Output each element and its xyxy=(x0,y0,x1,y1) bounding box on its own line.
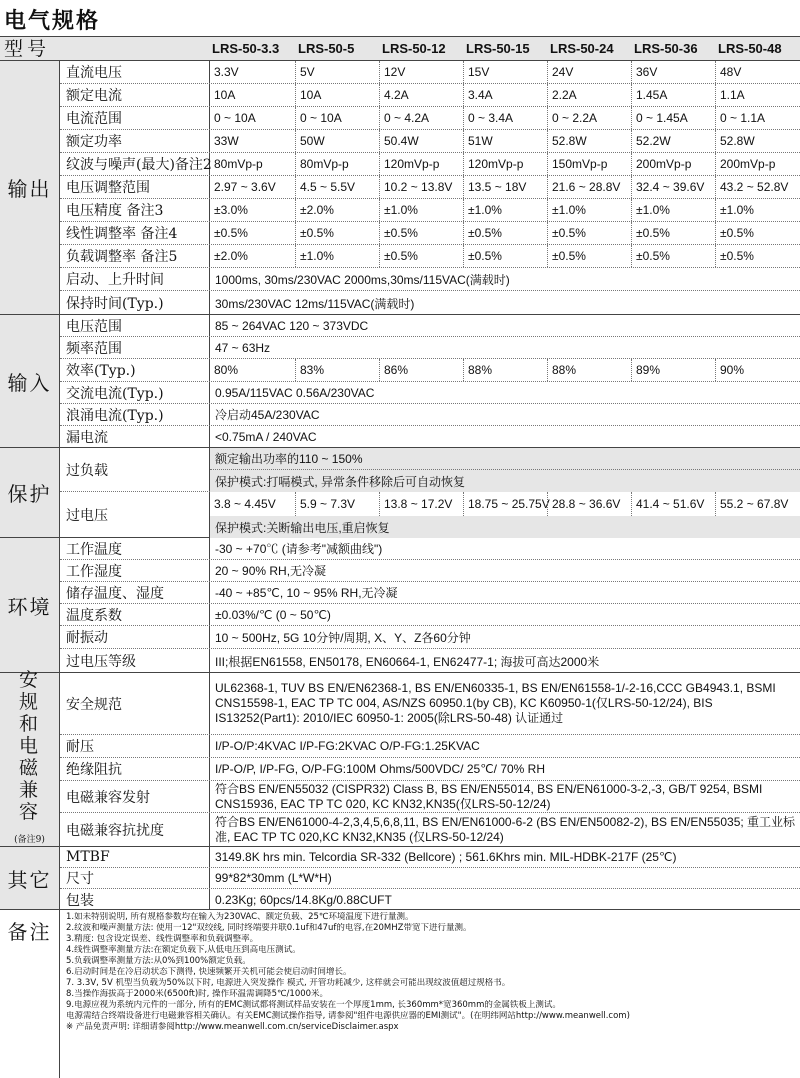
spec-row xyxy=(60,404,800,426)
spec-value-cell: 33W xyxy=(214,134,239,148)
note-line: 5.负载调整率测量方法:从0%到100%额定负载。 xyxy=(66,956,251,966)
input-section-title: 输入 xyxy=(0,315,60,447)
note-line: ※ 产品免责声明: 详细请参阅http://www.meanwell.com.cn/serviceDisclaimer.aspx xyxy=(66,1022,399,1032)
protection-section xyxy=(0,448,800,538)
spec-row xyxy=(60,337,800,359)
spec-value-span: ±0.03%/℃ (0 ~ 50℃) xyxy=(215,607,331,622)
spec-value-cell: 10A xyxy=(295,84,379,106)
spec-row-label: 工作湿度 xyxy=(60,560,210,581)
input-section xyxy=(0,315,800,448)
spec-row-label: 过电压等级 xyxy=(60,649,210,673)
spec-row xyxy=(60,107,800,130)
spec-value-cell: ±0.5% xyxy=(715,222,800,244)
overvoltage-label: 过电压 xyxy=(60,492,210,538)
spec-value-cell: 0 ~ 4.2A xyxy=(379,107,463,129)
spec-value-cell: 10A xyxy=(214,88,236,102)
model-col: LRS-50-48 xyxy=(718,41,782,56)
spec-row xyxy=(60,130,800,153)
note-line: 2.纹波和噪声测量方法: 使用一12"双绞线, 同时终端要并联0.1uf和47uf的电容,在20MHZ带宽下进行量测。 xyxy=(66,923,472,933)
spec-row-label: 效率(Typ.) xyxy=(60,359,210,381)
spec-row-label: 储存温度、湿度 xyxy=(60,582,210,603)
spec-row-label: 纹波与噪声(最大)备注2 xyxy=(60,153,210,175)
spec-value-cell: 15V xyxy=(463,61,547,83)
environment-section xyxy=(0,538,800,673)
spec-value-cell: 120mVp-p xyxy=(463,153,547,175)
note-line: 4.线性调整率测量方法:在额定负载下,从低电压到高电压测试。 xyxy=(66,945,301,955)
spec-value-cell: 50W xyxy=(295,130,379,152)
note-line: 1.如未特别说明, 所有规格参数均在输入为230VAC、额定负载、25℃环境温度下进行量测。 xyxy=(66,912,414,922)
spec-value-cell: 24V xyxy=(547,61,631,83)
spec-value-cell: 4.2A xyxy=(379,84,463,106)
environment-section-title: 环境 xyxy=(0,538,60,672)
safety-section-title-text: 安规和电磁兼容 xyxy=(18,668,40,823)
spec-row-label: 交流电流(Typ.) xyxy=(60,382,210,403)
spec-value-span: 30ms/230VAC 12ms/115VAC(满载时) xyxy=(215,296,415,311)
spec-value-span: -30 ~ +70℃ (请参考"减额曲线") xyxy=(215,542,383,556)
spec-value-cell: ±0.5% xyxy=(715,245,800,267)
spec-row-label: 额定功率 xyxy=(60,130,210,152)
spec-row xyxy=(60,582,800,604)
page-title: 电气规格 xyxy=(4,8,101,34)
spec-row xyxy=(60,758,800,781)
notes-section-title: 备注 xyxy=(0,910,60,1078)
spec-row xyxy=(60,315,800,337)
spec-value-span: 99*82*30mm (L*W*H) xyxy=(215,871,332,885)
spec-value-cell: 89% xyxy=(631,359,715,381)
spec-row xyxy=(60,626,800,649)
overvoltage-value-cell: 55.2 ~ 67.8V xyxy=(715,492,800,516)
spec-value-span: 1000ms, 30ms/230VAC 2000ms,30ms/115VAC(满载时) xyxy=(215,272,510,287)
overvoltage-value-cell: 3.8 ~ 4.45V xyxy=(214,497,276,511)
notes-list xyxy=(60,912,800,1033)
spec-value-cell: ±1.0% xyxy=(295,245,379,267)
overload-row xyxy=(60,448,800,492)
model-col: LRS-50-36 xyxy=(634,41,698,56)
spec-value-cell: 48V xyxy=(715,61,800,83)
others-section-title: 其它 xyxy=(0,847,60,909)
spec-value-cell: 0 ~ 1.45A xyxy=(631,107,715,129)
note-line: 8.当操作海拔高于2000米(6500ft)时, 操作环温需调降5℃/1000米。 xyxy=(66,989,329,999)
spec-value-span: I/P-O/P, I/P-FG, O/P-FG:100M Ohms/500VDC/ 25℃/ 70% RH xyxy=(215,762,546,776)
spec-value-span: 符合BS EN/EN61000-4-2,3,4,5,6,8,11, BS EN/EN61000-6-2 (BS EN/EN50082-2), BS EN/EN55035; 重工业标准, EAC TP TC 020,KC KN32,KN35 (仅LRS-50-12/24) xyxy=(215,815,796,844)
spec-row xyxy=(60,538,800,560)
spec-value-cell: 120mVp-p xyxy=(379,153,463,175)
spec-value-span: -40 ~ +85℃, 10 ~ 95% RH,无冷凝 xyxy=(215,586,398,600)
spec-row-label: 耐振动 xyxy=(60,626,210,648)
model-col: LRS-50-5 xyxy=(298,41,355,56)
spec-value-cell: 150mVp-p xyxy=(547,153,631,175)
spec-value-cell: 0 ~ 2.2A xyxy=(547,107,631,129)
spec-row-label: 负载调整率 备注5 xyxy=(60,245,210,267)
overvoltage-value-cell: 41.4 ~ 51.6V xyxy=(631,492,715,516)
overvoltage-mode: 保护模式:关断输出电压,重启恢复 xyxy=(210,516,800,538)
protection-section-title: 保护 xyxy=(0,448,60,537)
spec-row xyxy=(60,176,800,199)
spec-row xyxy=(60,649,800,673)
spec-value-cell: ±0.5% xyxy=(547,222,631,244)
overvoltage-values xyxy=(210,492,800,517)
spec-row-label: 电流范围 xyxy=(60,107,210,129)
spec-row xyxy=(60,153,800,176)
spec-value-cell: 200mVp-p xyxy=(715,153,800,175)
model-col: LRS-50-15 xyxy=(466,41,530,56)
spec-value-span: 47 ~ 63Hz xyxy=(215,340,271,355)
spec-value-cell: 10.2 ~ 13.8V xyxy=(379,176,463,198)
note-line: 7. 3.3V, 5V 机型当负载为50%以下时, 电源进入突发操作 模式, 开管功耗减少, 这样就会可能出现纹波值超过规格书。 xyxy=(66,978,511,988)
spec-value-span: <0.75mA / 240VAC xyxy=(215,430,317,444)
spec-value-cell: 3.3V xyxy=(214,65,239,79)
safety-section-title xyxy=(0,668,60,846)
spec-value-cell: 80mVp-p xyxy=(295,153,379,175)
spec-value-cell: ±1.0% xyxy=(631,199,715,221)
spec-row-label: 尺寸 xyxy=(60,868,210,888)
note-line: 3.精度: 包含设定误差、线性调整率和负载调整率。 xyxy=(66,934,259,944)
spec-value-cell: 21.6 ~ 28.8V xyxy=(547,176,631,198)
spec-row-label: 绝缘阻抗 xyxy=(60,758,210,780)
spec-value-span: 3149.8K hrs min. Telcordia SR-332 (Bellcore) ; 561.6Khrs min. MIL-HDBK-217F (25℃) xyxy=(215,850,677,864)
spec-row xyxy=(60,268,800,291)
safety-section-note: (备注9) xyxy=(14,834,45,845)
spec-value-cell: ±2.0% xyxy=(214,249,248,263)
spec-row xyxy=(60,889,800,910)
spec-row xyxy=(60,199,800,222)
spec-row xyxy=(60,560,800,582)
spec-value-cell: ±3.0% xyxy=(214,203,248,217)
spec-row-label: 电压精度 备注3 xyxy=(60,199,210,221)
output-section-title: 输出 xyxy=(0,61,60,314)
spec-value-cell: 88% xyxy=(463,359,547,381)
overload-mode: 保护模式:打嗝模式, 异常条件移除后可自动恢复 xyxy=(210,470,800,492)
spec-row xyxy=(60,426,800,448)
spec-value-cell: 0 ~ 10A xyxy=(295,107,379,129)
spec-value-cell: ±0.5% xyxy=(631,222,715,244)
spec-value-cell: ±0.5% xyxy=(631,245,715,267)
spec-value-cell: 0 ~ 3.4A xyxy=(463,107,547,129)
spec-value-cell: 13.5 ~ 18V xyxy=(463,176,547,198)
model-col: LRS-50-24 xyxy=(550,41,614,56)
spec-row-label: 电压调整范围 xyxy=(60,176,210,198)
spec-row-label: 耐压 xyxy=(60,735,210,757)
spec-value-cell: 5V xyxy=(295,61,379,83)
spec-value-cell: 88% xyxy=(547,359,631,381)
spec-row-label: 保持时间(Typ.) xyxy=(60,291,210,315)
spec-value-cell: ±1.0% xyxy=(379,199,463,221)
spec-row xyxy=(60,673,800,735)
spec-value-cell: 2.97 ~ 3.6V xyxy=(214,180,276,194)
spec-row-label: 频率范围 xyxy=(60,337,210,358)
spec-value-cell: 80mVp-p xyxy=(214,157,263,171)
note-line: 6.启动时间是在冷启动状态下测得, 快速频繁开关机可能会使启动时间增长。 xyxy=(66,967,352,977)
spec-row-label: 启动、上升时间 xyxy=(60,268,210,290)
spec-value-span: 符合BS EN/EN55032 (CISPR32) Class B, BS EN/EN55014, BS EN/EN61000-3-2,-3, GB/T 9254, BSMI CNS15936, EAC TP TC 020, KC KN32,KN35(仅LRS-50-12/24) xyxy=(215,781,763,811)
spec-row-label: 工作温度 xyxy=(60,538,210,559)
spec-row xyxy=(60,735,800,758)
spec-row xyxy=(60,359,800,382)
spec-value-cell: 0 ~ 1.1A xyxy=(715,107,800,129)
spec-value-cell: 4.5 ~ 5.5V xyxy=(295,176,379,198)
spec-value-cell: 1.1A xyxy=(715,84,800,106)
model-header-label: 型号 xyxy=(4,38,51,60)
spec-row-label: 包装 xyxy=(60,889,210,910)
spec-row xyxy=(60,781,800,813)
spec-value-cell: ±1.0% xyxy=(463,199,547,221)
spec-value-cell: 2.2A xyxy=(547,84,631,106)
spec-value-cell: 52.8W xyxy=(547,130,631,152)
note-line: 电源需结合终端设备进行电磁兼容相关确认。有关EMC测试操作指导, 请参阅"组件电源供应器的EMI测试"。(在明纬网站http://www.meanwell.com) xyxy=(66,1011,630,1021)
spec-row-label: 线性调整率 备注4 xyxy=(60,222,210,244)
spec-value-cell: 86% xyxy=(379,359,463,381)
spec-value-cell: 32.4 ~ 39.6V xyxy=(631,176,715,198)
spec-value-span: 85 ~ 264VAC 120 ~ 373VDC xyxy=(215,318,369,333)
spec-value-cell: ±0.5% xyxy=(463,245,547,267)
spec-value-span: 0.23Kg; 60pcs/14.8Kg/0.88CUFT xyxy=(215,892,392,907)
spec-value-cell: ±0.5% xyxy=(295,222,379,244)
spec-row-label: 安全规范 xyxy=(60,673,210,734)
spec-row-label: 温度系数 xyxy=(60,604,210,625)
spec-value-cell: ±0.5% xyxy=(547,245,631,267)
spec-value-span: 20 ~ 90% RH,无冷凝 xyxy=(215,564,327,578)
spec-value-span: III;根据EN61558, EN50178, EN60664-1, EN62477-1; 海拔可高达2000米 xyxy=(215,654,600,669)
spec-value-cell: 12V xyxy=(379,61,463,83)
spec-row xyxy=(60,84,800,107)
spec-value-span: 冷启动45A/230VAC xyxy=(215,408,320,422)
spec-value-cell: ±0.5% xyxy=(379,245,463,267)
spec-value-cell: 43.2 ~ 52.8V xyxy=(715,176,800,198)
spec-row xyxy=(60,604,800,626)
spec-value-cell: 36V xyxy=(631,61,715,83)
spec-row xyxy=(60,868,800,889)
spec-row-label: MTBF xyxy=(60,847,210,867)
spec-row-label: 额定电流 xyxy=(60,84,210,106)
model-col: LRS-50-12 xyxy=(382,41,446,56)
spec-row-label: 漏电流 xyxy=(60,426,210,448)
spec-value-cell: 1.45A xyxy=(631,84,715,106)
spec-value-cell: 50.4W xyxy=(379,130,463,152)
overload-range: 额定输出功率的110 ~ 150% xyxy=(210,448,800,470)
others-section xyxy=(0,847,800,910)
spec-value-cell: ±1.0% xyxy=(715,199,800,221)
overvoltage-value-cell: 13.8 ~ 17.2V xyxy=(379,492,463,516)
spec-row-label: 浪涌电流(Typ.) xyxy=(60,404,210,425)
overvoltage-value-cell: 18.75 ~ 25.75V xyxy=(463,492,547,516)
spec-value-cell: 0 ~ 10A xyxy=(214,111,256,125)
spec-value-cell: ±0.5% xyxy=(214,226,248,240)
spec-row xyxy=(60,61,800,84)
spec-row-label: 电压范围 xyxy=(60,315,210,336)
output-section xyxy=(0,61,800,315)
spec-value-span: 0.95A/115VAC 0.56A/230VAC xyxy=(215,385,375,400)
spec-value-span: UL62368-1, TUV BS EN/EN62368-1, BS EN/EN60335-1, BS EN/EN61558-1/-2-16,CCC GB4943.1, BSMI CNS15598-1, EAC TP TC 004, AS/NZS 60950.1(by CB), KC K60950-1(仅LRS-50-12/24), BIS IS13252(Part1): 2010/IEC 60950-1: 2005(除LRS-50-48) 认证通过 xyxy=(215,681,776,725)
overvoltage-value-cell: 28.8 ~ 36.6V xyxy=(547,492,631,516)
spec-value-cell: 52.2W xyxy=(631,130,715,152)
spec-row-label: 直流电压 xyxy=(60,61,210,83)
model-col: LRS-50-3.3 xyxy=(212,41,280,56)
spec-row xyxy=(60,382,800,404)
spec-value-cell: 80% xyxy=(214,363,239,377)
spec-row xyxy=(60,847,800,868)
spec-value-span: I/P-O/P:4KVAC I/P-FG:2KVAC O/P-FG:1.25KVAC xyxy=(215,739,480,753)
note-line: 9.电源应视为系统内元件的一部分, 所有的EMC测试都将测试样品安装在一个厚度1mm, 长360mm*宽360mm的金属铁板上测试。 xyxy=(66,1000,561,1010)
overvoltage-row xyxy=(60,492,800,538)
overvoltage-value-cell: 5.9 ~ 7.3V xyxy=(295,492,379,516)
spec-value-cell: ±0.5% xyxy=(463,222,547,244)
spec-value-cell: 200mVp-p xyxy=(631,153,715,175)
spec-value-span: 10 ~ 500Hz, 5G 10分钟/周期, X、Y、Z各60分钟 xyxy=(215,630,471,645)
spec-value-cell: 83% xyxy=(295,359,379,381)
spec-row-label: 电磁兼容抗扰度 xyxy=(60,813,210,847)
spec-value-cell: 52.8W xyxy=(715,130,800,152)
spec-row xyxy=(60,222,800,245)
spec-value-cell: ±0.5% xyxy=(379,222,463,244)
spec-value-cell: ±2.0% xyxy=(295,199,379,221)
spec-row xyxy=(60,813,800,847)
model-header-row xyxy=(0,36,800,61)
spec-value-cell: 90% xyxy=(715,359,800,381)
spec-value-cell: 3.4A xyxy=(463,84,547,106)
spec-row xyxy=(60,245,800,268)
overload-label: 过负载 xyxy=(60,448,210,491)
spec-value-cell: 51W xyxy=(463,130,547,152)
spec-row xyxy=(60,291,800,315)
spec-value-cell: ±1.0% xyxy=(547,199,631,221)
safety-emc-section xyxy=(0,668,800,847)
spec-row-label: 电磁兼容发射 xyxy=(60,781,210,812)
